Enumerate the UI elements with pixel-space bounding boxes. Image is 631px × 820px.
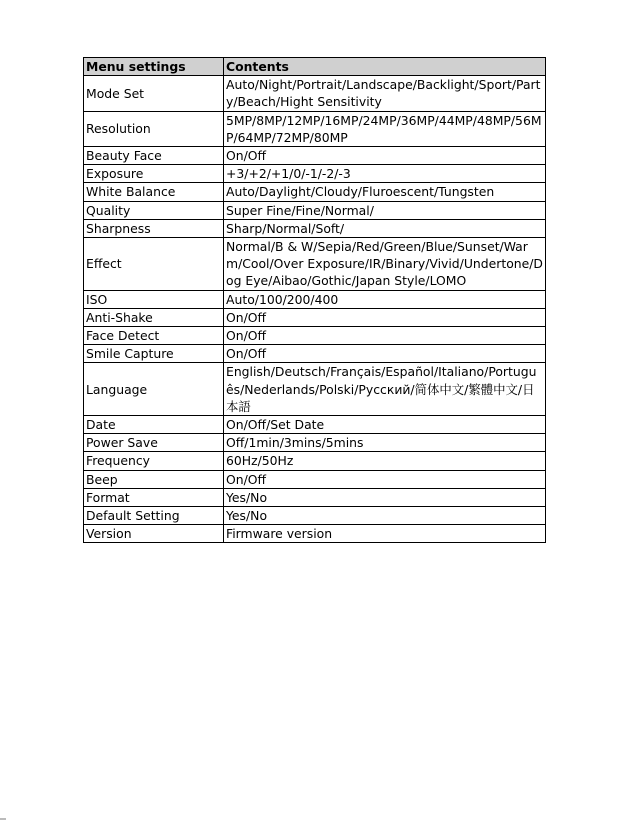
setting-name: Effect: [84, 238, 224, 291]
menu-settings-table: [83, 57, 546, 543]
table-row: [84, 525, 546, 543]
setting-contents: On/Off: [224, 308, 546, 326]
table-row: [84, 363, 546, 416]
table-row: [84, 183, 546, 201]
header-contents: Contents: [224, 58, 546, 76]
table-row: [84, 219, 546, 237]
setting-name: Version: [84, 525, 224, 543]
table-row: [84, 488, 546, 506]
table-row: [84, 111, 546, 146]
table-row: [84, 470, 546, 488]
setting-contents: Yes/No: [224, 507, 546, 525]
table-row: [84, 76, 546, 111]
table-row: [84, 308, 546, 326]
setting-name: Anti-Shake: [84, 308, 224, 326]
setting-contents: 5MP/8MP/12MP/16MP/24MP/36MP/44MP/48MP/56MP/64MP/72MP/80MP: [224, 111, 546, 146]
setting-contents: Sharp/Normal/Soft/: [224, 219, 546, 237]
setting-contents: Auto/Night/Portrait/Landscape/Backlight/Sport/Party/Beach/Hight Sensitivity: [224, 76, 546, 111]
setting-name: Date: [84, 416, 224, 434]
setting-contents: Off/1min/3mins/5mins: [224, 434, 546, 452]
setting-contents: Firmware version: [224, 525, 546, 543]
header-menu-settings: Menu settings: [84, 58, 224, 76]
setting-contents: +3/+2/+1/0/-1/-2/-3: [224, 165, 546, 183]
table-row: [84, 434, 546, 452]
setting-name: Beauty Face: [84, 147, 224, 165]
setting-name: Resolution: [84, 111, 224, 146]
setting-name: Quality: [84, 201, 224, 219]
setting-contents: On/Off: [224, 147, 546, 165]
setting-contents: English/Deutsch/Français/Español/Italiano/Português/Nederlands/Polski/Русский/简体中文/繁體中文/日本語: [224, 363, 546, 416]
setting-contents: On/Off: [224, 470, 546, 488]
setting-name: Language: [84, 363, 224, 416]
setting-name: Format: [84, 488, 224, 506]
table-row: [84, 327, 546, 345]
setting-contents: On/Off: [224, 327, 546, 345]
setting-contents: 60Hz/50Hz: [224, 452, 546, 470]
setting-contents: Yes/No: [224, 488, 546, 506]
table-header: [84, 58, 546, 76]
header-row: [84, 58, 546, 76]
setting-name: Power Save: [84, 434, 224, 452]
table-row: [84, 452, 546, 470]
setting-name: Frequency: [84, 452, 224, 470]
table-row: [84, 345, 546, 363]
setting-name: Sharpness: [84, 219, 224, 237]
setting-contents: On/Off/Set Date: [224, 416, 546, 434]
setting-name: Default Setting: [84, 507, 224, 525]
table-row: [84, 290, 546, 308]
setting-name: Face Detect: [84, 327, 224, 345]
setting-name: Beep: [84, 470, 224, 488]
table-row: [84, 238, 546, 291]
setting-name: Smile Capture: [84, 345, 224, 363]
table-row: [84, 165, 546, 183]
setting-contents: Auto/100/200/400: [224, 290, 546, 308]
table-row: [84, 416, 546, 434]
setting-contents: Super Fine/Fine/Normal/: [224, 201, 546, 219]
table-row: [84, 147, 546, 165]
setting-contents: Normal/B & W/Sepia/Red/Green/Blue/Sunset/Warm/Cool/Over Exposure/IR/Binary/Vivid/Undertone/Dog Eye/Aibao/Gothic/Japan Style/LOMO: [224, 238, 546, 291]
setting-name: Exposure: [84, 165, 224, 183]
setting-name: ISO: [84, 290, 224, 308]
table-row: [84, 201, 546, 219]
setting-name: White Balance: [84, 183, 224, 201]
setting-contents: Auto/Daylight/Cloudy/Fluroescent/Tungsten: [224, 183, 546, 201]
table-row: [84, 507, 546, 525]
setting-name: Mode Set: [84, 76, 224, 111]
setting-contents: On/Off: [224, 345, 546, 363]
